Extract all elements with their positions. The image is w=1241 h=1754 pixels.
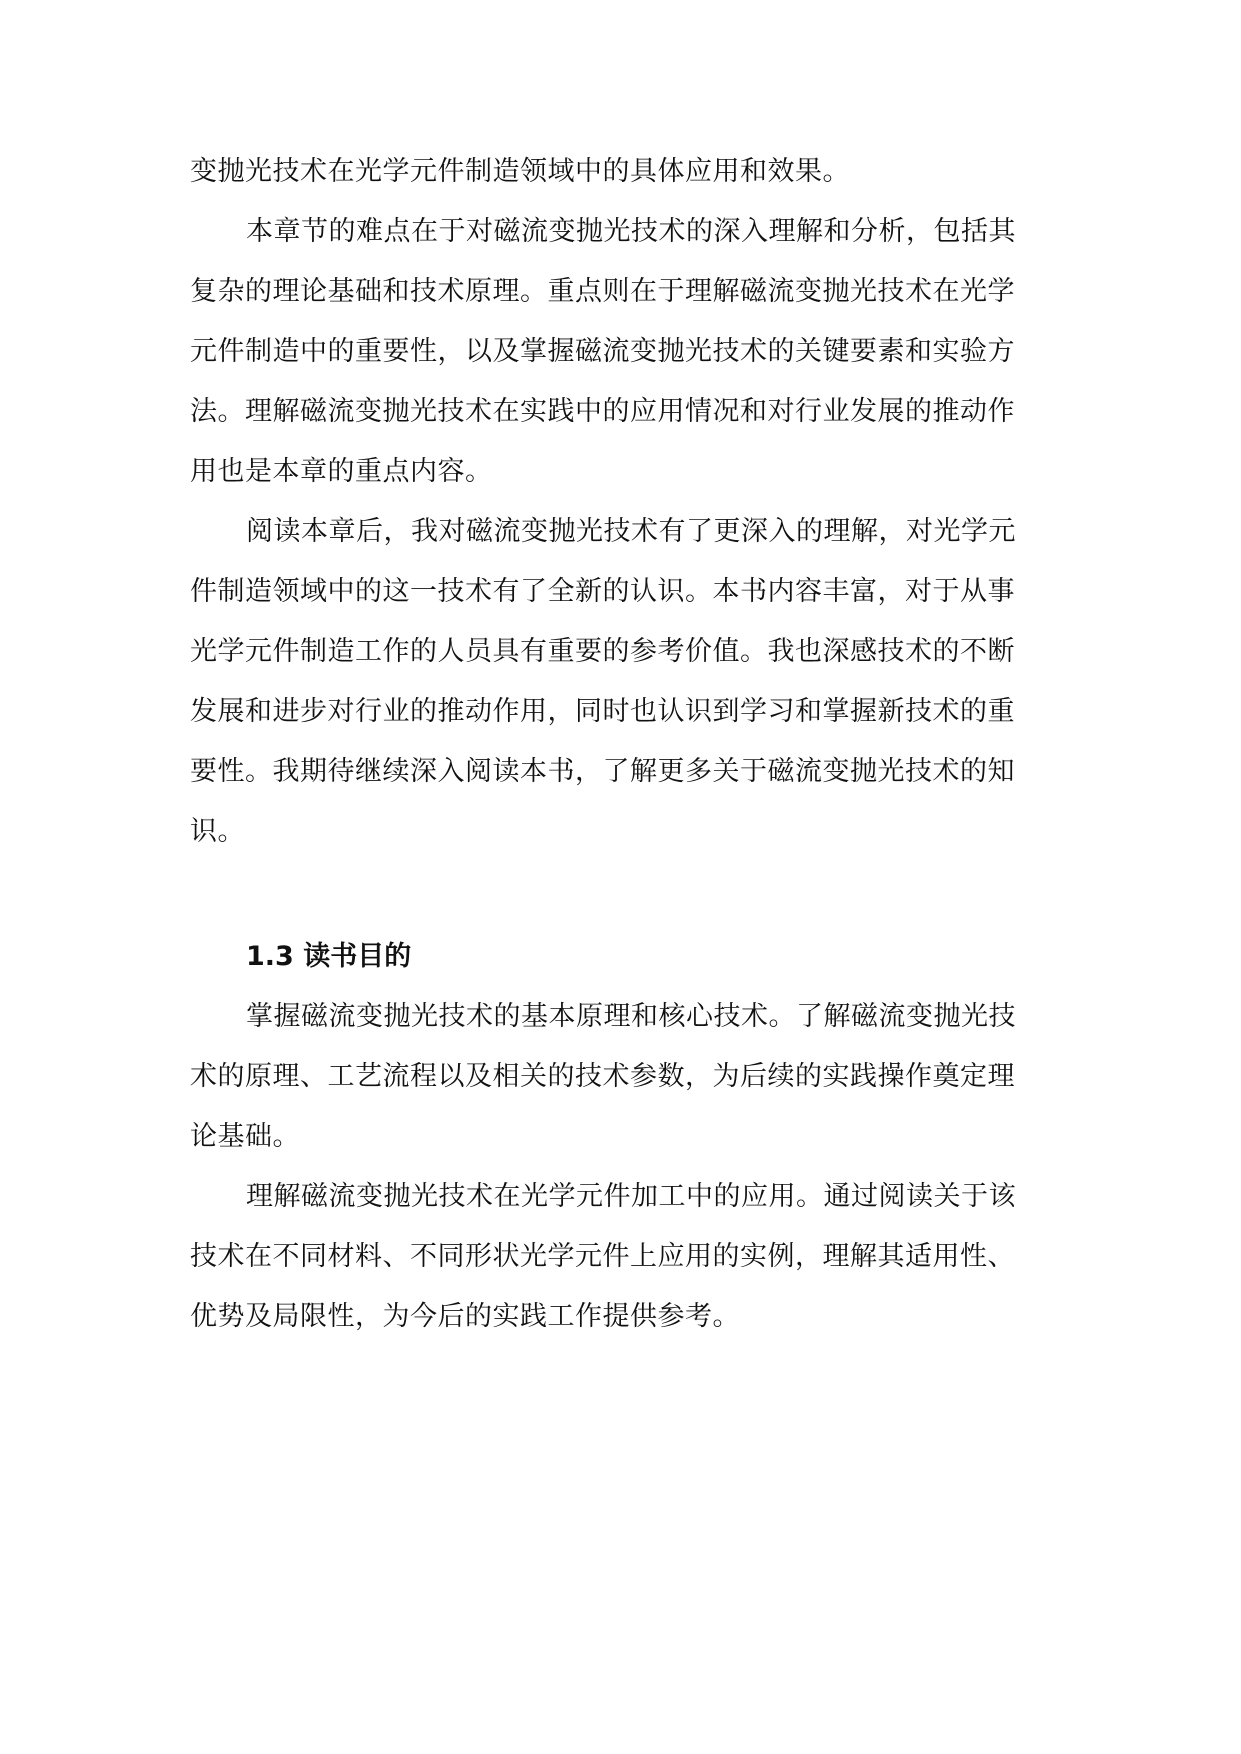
section-heading: 1.3 读书目的: [246, 941, 412, 972]
text-line: 元件制造中的重要性，以及掌握磁流变抛光技术的关键要素和实验方: [190, 336, 1015, 367]
text-line: 技术在不同材料、不同形状光学元件上应用的实例，理解其适用性、: [190, 1241, 1015, 1272]
text-line: 要性。我期待继续深入阅读本书，了解更多关于磁流变抛光技术的知: [190, 756, 1015, 787]
text-line: 阅读本章后，我对磁流变抛光技术有了更深入的理解，对光学元: [246, 516, 1016, 547]
text-line: 法。理解磁流变抛光技术在实践中的应用情况和对行业发展的推动作: [190, 396, 1015, 427]
text-line: 复杂的理论基础和技术原理。重点则在于理解磁流变抛光技术在光学: [190, 276, 1015, 307]
text-line: 掌握磁流变抛光技术的基本原理和核心技术。了解磁流变抛光技: [246, 1001, 1016, 1032]
body-text: [190, 142, 1060, 1347]
text-line: 优势及局限性，为今后的实践工作提供参考。: [190, 1301, 740, 1332]
paragraph: [190, 1167, 1060, 1347]
text-line: 本章节的难点在于对磁流变抛光技术的深入理解和分析，包括其: [246, 216, 1016, 247]
text-line: 光学元件制造工作的人员具有重要的参考价值。我也深感技术的不断: [190, 636, 1015, 667]
text-line: 用也是本章的重点内容。: [190, 456, 493, 487]
text-line: 理解磁流变抛光技术在光学元件加工中的应用。通过阅读关于该: [246, 1181, 1016, 1212]
paragraph: [190, 502, 1060, 862]
text-line: 变抛光技术在光学元件制造领域中的具体应用和效果。: [190, 156, 850, 187]
text-line: 件制造领域中的这一技术有了全新的认识。本书内容丰富，对于从事: [190, 576, 1015, 607]
text-line: 识。: [190, 816, 245, 847]
section-spacer: [190, 862, 1060, 927]
text-line: 发展和进步对行业的推动作用，同时也认识到学习和掌握新技术的重: [190, 696, 1015, 727]
text-line: 术的原理、工艺流程以及相关的技术参数，为后续的实践操作奠定理: [190, 1061, 1015, 1092]
paragraph: [190, 987, 1060, 1167]
paragraph: [190, 142, 1060, 202]
paragraph: [190, 202, 1060, 502]
text-line: 论基础。: [190, 1121, 300, 1152]
